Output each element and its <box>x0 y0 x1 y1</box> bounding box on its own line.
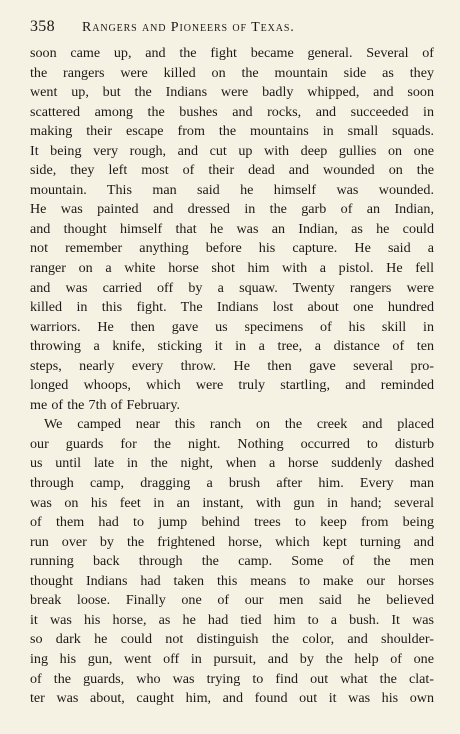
text-line: ter was about, caught him, and found out it was his own <box>30 690 434 707</box>
text-line: us until late in the night, when a horse suddenly dashed <box>30 455 434 472</box>
text-line: it was his horse, as he had tied him to a bush. It was <box>30 611 434 628</box>
text-line: ing his gun, went off in pursuit, and by the help of one <box>30 650 434 667</box>
text-line: of them had to jump behind trees to keep from being <box>30 514 434 531</box>
text-line: was on his feet in an instant, with gun in hand; several <box>30 494 434 511</box>
text-line: ranger on a white horse shot him with a pistol. He fell <box>30 260 434 277</box>
text-line: thought Indians had taken this means to make our horses <box>30 572 434 589</box>
text-line: and thought himself that he was an Indian, as he could <box>30 220 434 237</box>
text-line: our guards for the night. Nothing occurred to disturb <box>30 435 434 452</box>
text-line: making their escape from the mountains in small squads. <box>30 123 434 140</box>
text-line: running back through the camp. Some of the men <box>30 553 434 570</box>
text-line: soon came up, and the fight became general. Several of <box>30 45 434 61</box>
text-line: We camped near this ranch on the creek and placed <box>44 416 434 433</box>
text-line: side, they left most of their dead and wounded on the <box>30 162 434 179</box>
text-line: and was carried off by a squaw. Twenty rangers were <box>30 279 434 296</box>
text-line: longed whoops, which were truly startling, and reminded <box>30 377 434 394</box>
text-line: went up, but the Indians were badly whipped, and soon <box>30 84 434 101</box>
paragraph <box>30 415 438 708</box>
running-head <box>30 14 438 44</box>
text-line: It being very rough, and cut up with deep gullies on one <box>30 142 434 159</box>
text-line: steps, nearly every throw. He then gave several pro- <box>30 357 434 374</box>
text-line: the rangers were killed on the mountain side as they <box>30 64 434 81</box>
text-line: mountain. This man said he himself was wounded. <box>30 181 434 198</box>
text-line: throwing a knife, sticking it in a tree, a distance of ten <box>30 338 434 355</box>
text-line: not remember anything before his capture. He said a <box>30 240 434 257</box>
text-line: He was painted and dressed in the garb of an Indian, <box>30 201 434 218</box>
text-line: so dark he could not distinguish the color, and shoulder- <box>30 631 434 648</box>
text-line: through camp, dragging a brush after him. Every man <box>30 475 434 492</box>
text-line: break loose. Finally one of our men said he believed <box>30 592 434 609</box>
text-line: killed in this fight. The Indians lost about one hundred <box>30 299 434 316</box>
text-line: scattered among the bushes and rocks, and succeeded in <box>30 103 434 120</box>
running-title: Rangers and Pioneers of Texas. <box>82 20 295 35</box>
paragraph <box>30 44 438 415</box>
page-number: 358 <box>30 18 55 35</box>
text-line: me of the 7th of February. <box>30 396 181 413</box>
text-line: warriors. He then gave us specimens of his skill in <box>30 318 434 335</box>
body-text <box>30 44 438 709</box>
text-line: of the guards, who was trying to find out what the clat- <box>30 670 434 687</box>
text-line: run over by the frightened horse, which kept turning and <box>30 533 434 550</box>
